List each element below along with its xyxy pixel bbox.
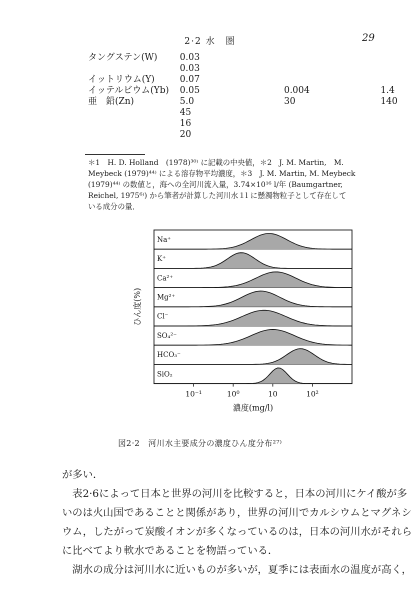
body-line: いのは火山国であることと関係があり，世界の河川でカルシウムとマグネシ — [62, 507, 412, 519]
series-area — [154, 233, 352, 249]
value-cell — [284, 119, 380, 130]
value-cell — [380, 119, 420, 130]
value-cell — [380, 75, 420, 86]
table-row — [88, 64, 420, 75]
footnote-line: いる成分の量． — [88, 202, 140, 211]
frequency-distribution-chart — [90, 222, 360, 430]
value-cell: 1.4 — [380, 86, 395, 96]
element-name: イットリウム(Y) — [88, 75, 155, 85]
value-cell — [380, 130, 420, 141]
footnote-rule — [85, 154, 145, 155]
series-curve — [154, 368, 352, 384]
footnotes — [88, 157, 366, 212]
value-cell: 0.03 — [179, 64, 200, 74]
value-cell: 0.07 — [179, 75, 200, 85]
table-row — [88, 86, 420, 97]
body-line: 湖水の成分は河川水に近いものが多いが，夏季には表面水の温度が高く， — [62, 564, 412, 576]
value-cell: 45 — [179, 108, 192, 118]
value-cell: 16 — [179, 119, 192, 129]
value-cell — [380, 108, 420, 119]
x-tick-label: 10⁻¹ — [185, 389, 202, 399]
element-name: タングステン(W) — [88, 53, 158, 63]
x-axis-label: 濃度(mg/l) — [232, 403, 274, 413]
table-row — [88, 53, 420, 64]
value-cell: 0.05 — [179, 86, 200, 96]
series-label: K⁺ — [157, 255, 166, 264]
value-cell: 0.004 — [283, 86, 310, 96]
series-label: Cl⁻ — [157, 312, 169, 321]
series-area — [154, 349, 352, 365]
footnote-line: Reichel, 1975⁶⁾) から筆者が計算した河川水１l に懸濁物粒子として存在して — [88, 191, 347, 200]
value-cell — [284, 75, 380, 86]
series-area — [154, 329, 352, 345]
footnote-line: (1979)⁴⁴⁾ の数値と，海への全河川流入量，3.74×10¹⁶ l/年 (Baumgartner, — [88, 180, 343, 189]
x-tick-label: 10² — [306, 389, 319, 399]
x-tick-label: 10⁰ — [226, 389, 240, 399]
value-cell: 30 — [283, 97, 296, 107]
series-label: Na⁺ — [157, 235, 171, 244]
element-name — [88, 64, 180, 75]
value-cell: 5.0 — [179, 97, 195, 107]
value-cell — [380, 64, 420, 75]
element-name — [88, 130, 180, 141]
running-header-title: 2·2 水 圏 — [184, 37, 236, 47]
figure-caption: 図2·2 河川水主要成分の濃度ひん度分布²⁷⁾ — [118, 439, 282, 448]
element-name: 亜 鉛(Zn) — [88, 97, 135, 107]
y-axis-label: ひん度(%) — [133, 287, 142, 326]
table-row — [88, 97, 420, 108]
series-area — [154, 253, 352, 269]
series-label: HCO₃⁻ — [157, 351, 181, 360]
series-label: SO₄²⁻ — [157, 331, 177, 340]
value-cell — [284, 64, 380, 75]
table-row — [88, 119, 420, 130]
footnote-line: ＊1 H. D. Holland (1978)³⁰⁾ に記載の中央値，＊2 J. M. Martin, M. — [88, 158, 344, 167]
value-cell: 140 — [380, 97, 398, 107]
series-area — [154, 291, 352, 307]
series-area — [154, 368, 352, 384]
series-label: Ca²⁺ — [157, 274, 174, 283]
series-area — [154, 310, 352, 326]
body-line: に比べてより軟水であることを物語っている． — [62, 545, 279, 557]
footnote-line: Meybeck (1979)⁴⁴⁾ による溶存物平均濃度，＊3 J. M. Martin, M. Meybeck — [88, 169, 356, 178]
value-cell — [284, 130, 380, 141]
value-cell — [284, 53, 380, 64]
element-concentration-table — [88, 53, 420, 141]
body-line: が多い． — [62, 469, 104, 481]
value-cell — [284, 108, 380, 119]
x-tick-label: 10 — [268, 389, 278, 399]
table-row — [88, 75, 420, 86]
series-label: Mg²⁺ — [157, 293, 176, 302]
body-line: 表2·6によって日本と世界の河川を比較すると，日本の河川にケイ酸が多 — [62, 488, 408, 500]
body-line: ウム，したがって炭酸イオンが多くなっているのは，日本の河川水がそれら — [62, 526, 412, 538]
value-cell — [380, 53, 420, 64]
page-number: 29 — [362, 33, 375, 44]
table-row — [88, 130, 420, 141]
value-cell: 0.03 — [179, 53, 200, 63]
element-name — [88, 108, 180, 119]
element-name: イッテルビウム(Yb) — [88, 86, 170, 96]
series-label: SiO₂ — [157, 370, 173, 379]
value-cell: 20 — [179, 130, 192, 140]
table-row — [88, 108, 420, 119]
element-name — [88, 119, 180, 130]
